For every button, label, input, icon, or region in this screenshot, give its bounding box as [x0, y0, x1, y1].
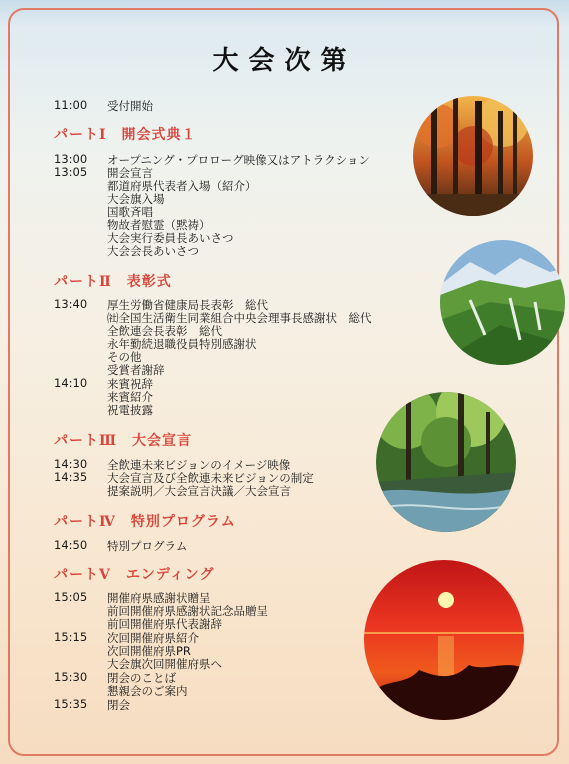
section-5-time-1: 15:05 — [54, 590, 88, 604]
reception-time: 11:00 — [54, 98, 88, 112]
section-heading-5: パートⅤ エンディング — [54, 567, 215, 583]
section-2-item-7: 来賓祝辞 — [107, 377, 153, 391]
section-2-item-4: 永年勤続退職役員特別感謝状 — [107, 337, 257, 351]
section-3-item-3: 提案説明／大会宣言決議／大会宣言 — [107, 484, 291, 498]
section-1-item-5: 国歌斉唱 — [107, 205, 153, 219]
section-heading-1: パートⅠ 開会式典１ — [54, 127, 197, 143]
section-heading-3: パートⅢ 大会宣言 — [54, 433, 193, 449]
section-2-time-1: 13:40 — [54, 297, 88, 311]
section-1-item-7: 大会実行委員長あいさつ — [107, 231, 234, 245]
section-5-item-4: 次回開催府県紹介 — [107, 631, 199, 645]
section-1-item-6: 物故者慰霊（黙祷） — [107, 218, 211, 232]
section-5-item-7: 閉会のことば — [107, 671, 176, 685]
section-2-item-2: ㈳全国生活衛生同業組合中央会理事長感謝状 総代 — [107, 311, 372, 325]
section-1-item-8: 大会会長あいさつ — [107, 244, 199, 258]
section-5-item-2: 前回開催府県感謝状記念品贈呈 — [107, 604, 268, 618]
red-sunset-photo — [364, 560, 524, 720]
section-5-item-8: 懇親会のご案内 — [107, 684, 188, 698]
autumn-forest-photo — [413, 96, 533, 216]
section-2-item-3: 全飲連会長表彰 総代 — [107, 324, 222, 338]
green-mountains-photo — [440, 240, 565, 365]
section-4-item-1: 特別プログラム — [107, 539, 188, 553]
section-5-time-7: 15:30 — [54, 670, 88, 684]
section-1-item-2: 開会宣言 — [107, 166, 153, 180]
section-1-item-3: 都道府県代表者入場（紹介） — [107, 179, 257, 193]
section-1-item-1: オープニング・プロローグ映像又はアトラクション — [107, 153, 370, 167]
section-3-time-1: 14:30 — [54, 457, 88, 471]
section-heading-4: パートⅣ 特別プログラム — [54, 514, 236, 530]
section-heading-2: パートⅡ 表彰式 — [54, 274, 172, 290]
section-4-time-1: 14:50 — [54, 538, 88, 552]
section-5-item-9: 閉会 — [107, 698, 130, 712]
page-title: 大会次第 — [212, 46, 357, 76]
section-1-item-4: 大会旗入場 — [107, 192, 165, 206]
section-5-item-3: 前回開催府県代表謝辞 — [107, 617, 222, 631]
section-5-item-6: 大会旗次回開催府県へ — [107, 657, 222, 671]
section-1-time-1: 13:00 — [54, 152, 88, 166]
forest-stream-photo — [376, 392, 516, 532]
section-5-time-9: 15:35 — [54, 697, 88, 711]
section-2-time-7: 14:10 — [54, 376, 88, 390]
section-2-item-6: 受賞者謝辞 — [107, 363, 165, 377]
section-2-item-8: 来賓紹介 — [107, 390, 153, 404]
section-3-item-2: 大会宣言及び全飲連未来ビジョンの制定 — [107, 471, 314, 485]
section-5-item-5: 次回開催府県PR — [107, 644, 191, 658]
section-5-time-4: 15:15 — [54, 630, 88, 644]
section-5-item-1: 開催府県感謝状贈呈 — [107, 591, 211, 605]
section-2-item-5: その他 — [107, 350, 142, 364]
section-2-item-9: 祝電披露 — [107, 403, 153, 417]
section-3-time-2: 14:35 — [54, 470, 88, 484]
reception-label: 受付開始 — [107, 99, 153, 113]
section-1-time-2: 13:05 — [54, 165, 88, 179]
section-2-item-1: 厚生労働省健康局長表彰 総代 — [107, 298, 268, 312]
section-3-item-1: 全飲連未来ビジョンのイメージ映像 — [107, 458, 291, 472]
